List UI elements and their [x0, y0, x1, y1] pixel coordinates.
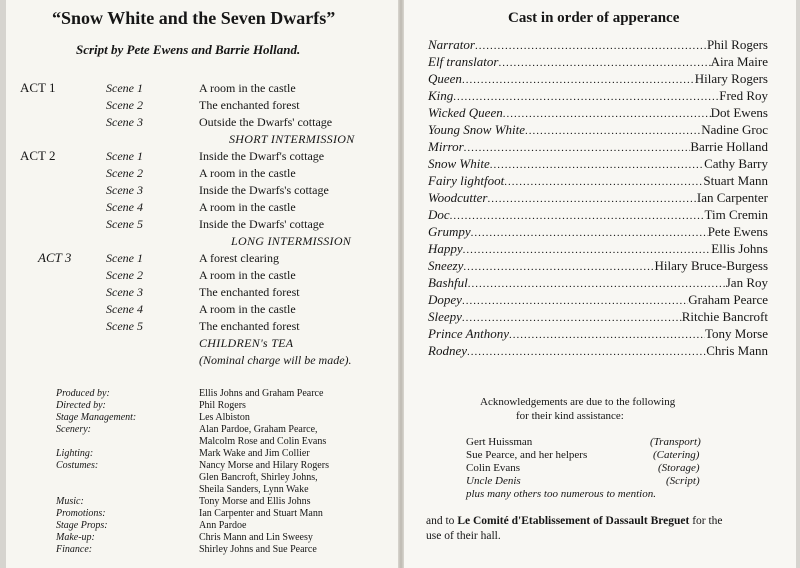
ack-others: plus many others too numerous to mention.	[466, 488, 656, 500]
cast-row: Fairy lightfoot ..... Stuart Mann	[428, 173, 768, 189]
act-3-scene-3-place: The enchanted forest	[199, 285, 300, 299]
cast-row: Happy ..... Ellis Johns	[428, 241, 768, 257]
ack-final-prefix: and to	[426, 515, 458, 527]
cast-row: Doc ..... Tim Cremin	[428, 207, 768, 223]
cast-row: Elf translator ..... Aira Maire	[428, 54, 768, 70]
credit-names-produced: Ellis Johns and Graham Pearce	[199, 388, 324, 399]
credit-names-stage-management: Les Albiston	[199, 412, 250, 423]
act-1-scene-2-place: The enchanted forest	[199, 98, 300, 112]
credit-names-scenery-1: Alan Pardoe, Graham Pearce,	[199, 424, 318, 435]
credit-names-lighting: Mark Wake and Jim Collier	[199, 448, 310, 459]
act-3-scene-5: Scene 5	[106, 319, 143, 333]
ack-for-4: (Script)	[666, 475, 700, 487]
cast-row: Bashful ..... Jan Roy	[428, 275, 768, 291]
ack-final-suffix: for the	[689, 515, 723, 527]
script-credit: Script by Pete Ewens and Barrie Holland.	[76, 42, 301, 57]
credit-role-directed: Directed by:	[56, 400, 106, 411]
ack-name-3: Colin Evans	[466, 462, 521, 474]
act-2-scene-5-place: Inside the Dwarfs' cottage	[199, 217, 325, 231]
credit-role-scenery: Scenery:	[56, 424, 91, 435]
act-1-scene-1: Scene 1	[106, 81, 143, 95]
credit-names-make-up: Chris Mann and Lin Sweesy	[199, 532, 313, 543]
credit-names-costumes-2: Glen Bancroft, Shirley Johns,	[199, 472, 318, 483]
act-3-scene-4: Scene 4	[106, 302, 143, 316]
credit-role-make-up: Make-up:	[56, 532, 95, 543]
act-1-scene-3: Scene 3	[106, 115, 143, 129]
act-2-scene-2-place: A room in the castle	[199, 166, 296, 180]
cast-row: Mirror ..... Barrie Holland	[428, 139, 768, 155]
act-1-scene-3-place: Outside the Dwarfs' cottage	[199, 115, 333, 129]
act-3-label: ACT 3	[38, 250, 72, 265]
act-2-scene-1-place: Inside the Dwarf's cottage	[199, 149, 325, 163]
credit-names-finance: Shirley Johns and Sue Pearce	[199, 544, 317, 555]
credit-role-lighting: Lighting:	[56, 448, 94, 459]
ack-for-2: (Catering)	[653, 449, 700, 461]
act-3-scene-1-place: A forest clearing	[199, 251, 279, 265]
ack-for-3: (Storage)	[658, 462, 700, 474]
act-3-scene-1: Scene 1	[106, 251, 143, 265]
credit-role-stage-props: Stage Props:	[56, 520, 108, 531]
act-1-label: ACT 1	[20, 80, 56, 95]
credit-names-directed: Phil Rogers	[199, 400, 246, 411]
tea-note: (Nominal charge will be made).	[199, 353, 352, 367]
credit-role-produced: Produced by:	[56, 388, 110, 399]
credit-names-music: Tony Morse and Ellis Johns	[199, 496, 311, 507]
credit-names-costumes-3: Sheila Sanders, Lynn Wake	[199, 484, 309, 495]
long-intermission: LONG INTERMISSION	[231, 234, 352, 248]
credit-role-stage-management: Stage Management:	[56, 412, 137, 423]
credit-role-costumes: Costumes:	[56, 460, 99, 471]
act-2-scene-4: Scene 4	[106, 200, 143, 214]
act-3-scene-3: Scene 3	[106, 285, 143, 299]
ack-name-2: Sue Pearce, and her helpers	[466, 449, 588, 461]
right-page	[404, 0, 796, 568]
left-page	[6, 0, 398, 568]
cast-row: Dopey ..... Graham Pearce	[428, 292, 768, 308]
act-3-scene-5-place: The enchanted forest	[199, 319, 300, 333]
cast-row: Rodney ..... Chris Mann	[428, 343, 768, 359]
act-2-scene-3-place: Inside the Dwarfs's cottage	[199, 183, 329, 197]
ack-intro-2: for their kind assistance:	[516, 410, 624, 422]
credit-role-finance: Finance:	[56, 544, 93, 555]
cast-title: Cast in order of apperance	[508, 10, 680, 26]
ack-final-line-1	[426, 515, 723, 527]
act-3-scene-2: Scene 2	[106, 268, 143, 282]
act-2-scene-5: Scene 5	[106, 217, 143, 231]
ack-name-1: Gert Huissman	[466, 436, 533, 448]
credit-names-costumes-1: Nancy Morse and Hilary Rogers	[199, 460, 329, 471]
act-2-scene-4-place: A room in the castle	[199, 200, 296, 214]
cast-row: Wicked Queen ..... Dot Ewens	[428, 105, 768, 121]
act-1-scene-1-place: A room in the castle	[199, 81, 296, 95]
credit-names-scenery-2: Malcolm Rose and Colin Evans	[199, 436, 327, 447]
act-2-scene-3: Scene 3	[106, 183, 143, 197]
ack-for-1: (Transport)	[650, 436, 701, 448]
cast-row: Narrator ..... Phil Rogers	[428, 37, 768, 53]
act-3-scene-2-place: A room in the castle	[199, 268, 296, 282]
ack-final-organisation: Le Comité d'Etablissement of Dassault Breguet	[457, 515, 690, 527]
ack-intro-1: Acknowledgements are due to the following	[480, 396, 676, 408]
act-2-label: ACT 2	[20, 148, 56, 163]
cast-row: Queen ..... Hilary Rogers	[428, 71, 768, 87]
credit-role-promotions: Promotions:	[56, 508, 106, 519]
program-title: “Snow White and the Seven Dwarfs”	[52, 8, 336, 28]
act-2-scene-1: Scene 1	[106, 149, 143, 163]
short-intermission: SHORT INTERMISSION	[229, 132, 355, 146]
cast-row: Sneezy ..... Hilary Bruce-Burgess	[428, 258, 768, 274]
act-3-scene-4-place: A room in the castle	[199, 302, 296, 316]
act-2-scene-2: Scene 2	[106, 166, 143, 180]
ack-name-4: Uncle Denis	[466, 475, 521, 487]
cast-row: Young Snow White ..... Nadine Groc	[428, 122, 768, 138]
cast-row: Snow White ..... Cathy Barry	[428, 156, 768, 172]
act-1-scene-2: Scene 2	[106, 98, 143, 112]
cast-row: Prince Anthony ..... Tony Morse	[428, 326, 768, 342]
ack-final-line-2: use of their hall.	[426, 530, 501, 542]
credit-names-stage-props: Ann Pardoe	[199, 520, 247, 531]
credit-names-promotions: Ian Carpenter and Stuart Mann	[199, 508, 323, 519]
childrens-tea: CHILDREN's TEA	[199, 336, 294, 350]
cast-row: King ..... Fred Roy	[428, 88, 768, 104]
cast-row: Grumpy ..... Pete Ewens	[428, 224, 768, 240]
credit-role-music: Music:	[56, 496, 84, 507]
cast-row: Sleepy ..... Ritchie Bancroft	[428, 309, 768, 325]
cast-row: Woodcutter ..... Ian Carpenter	[428, 190, 768, 206]
